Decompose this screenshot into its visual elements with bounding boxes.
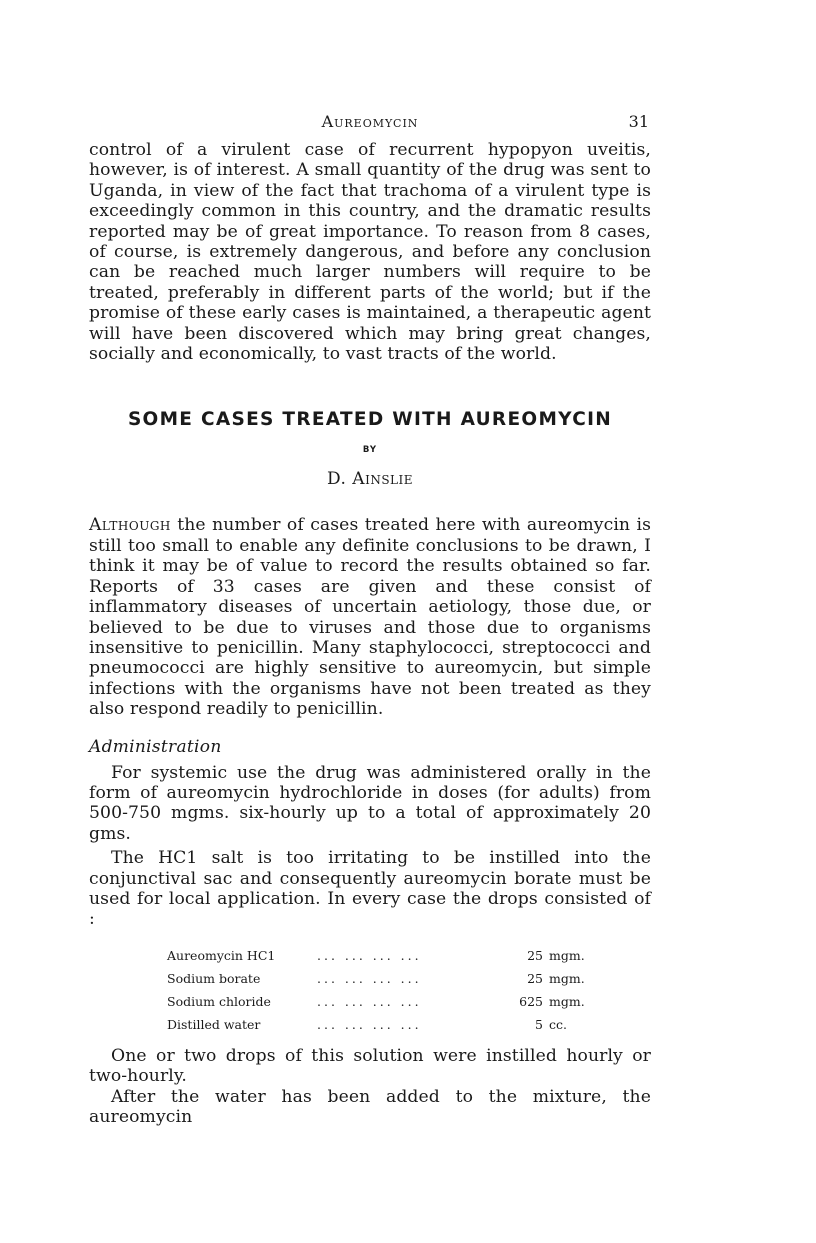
- page-number: 31: [628, 112, 649, 131]
- author-name: D. Ainslie: [326, 469, 414, 490]
- table-row: [167, 944, 599, 967]
- intro-text: the number of cases treated here with aureomycin is still too small to enable any definite conclusions to be drawn, I think it may be of value to record the results obtained so far. Reports of 33 cases are given and these consist of inflammatory diseases of uncertain aetiology, those due, or believed to be due to viruses and those due to organisms insensitive to penicillin. Many staphylococci, streptococci and pneumococci are highly sensitive to aureomycin, but simple infections with the organisms have not been treated as they also respond readily to penicillin.: [89, 515, 651, 720]
- administration-paragraph-1: For systemic use the drug was administered orally in the form of aureomycin hydrochloride in doses (for adults) from 500-750 mgms. six-hourly up to a total of approximately 20 gms.: [89, 762, 651, 844]
- running-head: [89, 112, 651, 140]
- table-row: [167, 990, 599, 1013]
- recipe-unit: mgm.: [549, 947, 585, 963]
- recipe-ingredient: Sodium chloride: [167, 993, 271, 1009]
- intro-paragraph: [89, 515, 651, 719]
- page: [89, 112, 651, 1127]
- administration-paragraph-4: After the water has been added to the mixture, the aureomycin: [89, 1086, 651, 1127]
- administration-paragraph-3: One or two drops of this solution were instilled hourly or two-hourly.: [89, 1045, 651, 1087]
- byline-by: BY: [362, 445, 378, 456]
- recipe-table: [167, 944, 599, 1036]
- table-row: [167, 967, 599, 990]
- administration-paragraph-2: The HC1 salt is too irritating to be instilled into the conjunctival sac and consequently aureomycin borate must be used for local application. In every case the drops consisted of :: [89, 848, 651, 930]
- recipe-amount: 5: [535, 1016, 543, 1032]
- recipe-amount: 625: [519, 993, 543, 1009]
- recipe-unit: cc.: [549, 1016, 567, 1032]
- intro-lead-word: Although: [89, 515, 171, 536]
- recipe-ingredient: Aureomycin HC1: [167, 947, 276, 963]
- recipe-unit: mgm.: [549, 993, 585, 1009]
- recipe-ingredient: Sodium borate: [167, 970, 261, 986]
- recipe-leader-dots: ... ... ... ...: [317, 993, 422, 1009]
- recipe-leader-dots: ... ... ... ...: [317, 970, 422, 986]
- recipe-amount: 25: [527, 947, 543, 963]
- continued-paragraph: control of a virulent case of recurrent hypopyon uveitis, however, is of interest. A small quantity of the drug was sent to Uganda, in view of the fact that trachoma of a virulent type is exceedingly common in this country, and the dramatic results reported may be of great importance. To reason from 8 cases, of course, is extremely dangerous, and before any conclusion can be reached much larger numbers will require to be treated, preferably in different parts of the world; but if the promise of these early cases is maintained, a therapeutic agent will have been discovered which may bring great changes, socially and economically, to vast tracts of the world.: [89, 140, 651, 365]
- running-head-title: Aureomycin: [321, 112, 419, 131]
- recipe-unit: mgm.: [549, 970, 585, 986]
- section-heading-administration: Administration: [89, 736, 222, 757]
- article-title: SOME CASES TREATED WITH AUREOMYCIN: [127, 409, 613, 431]
- recipe-ingredient: Distilled water: [167, 1016, 261, 1032]
- recipe-leader-dots: ... ... ... ...: [317, 1016, 422, 1032]
- table-row: [167, 1013, 599, 1036]
- recipe-leader-dots: ... ... ... ...: [317, 947, 422, 963]
- recipe-amount: 25: [527, 970, 543, 986]
